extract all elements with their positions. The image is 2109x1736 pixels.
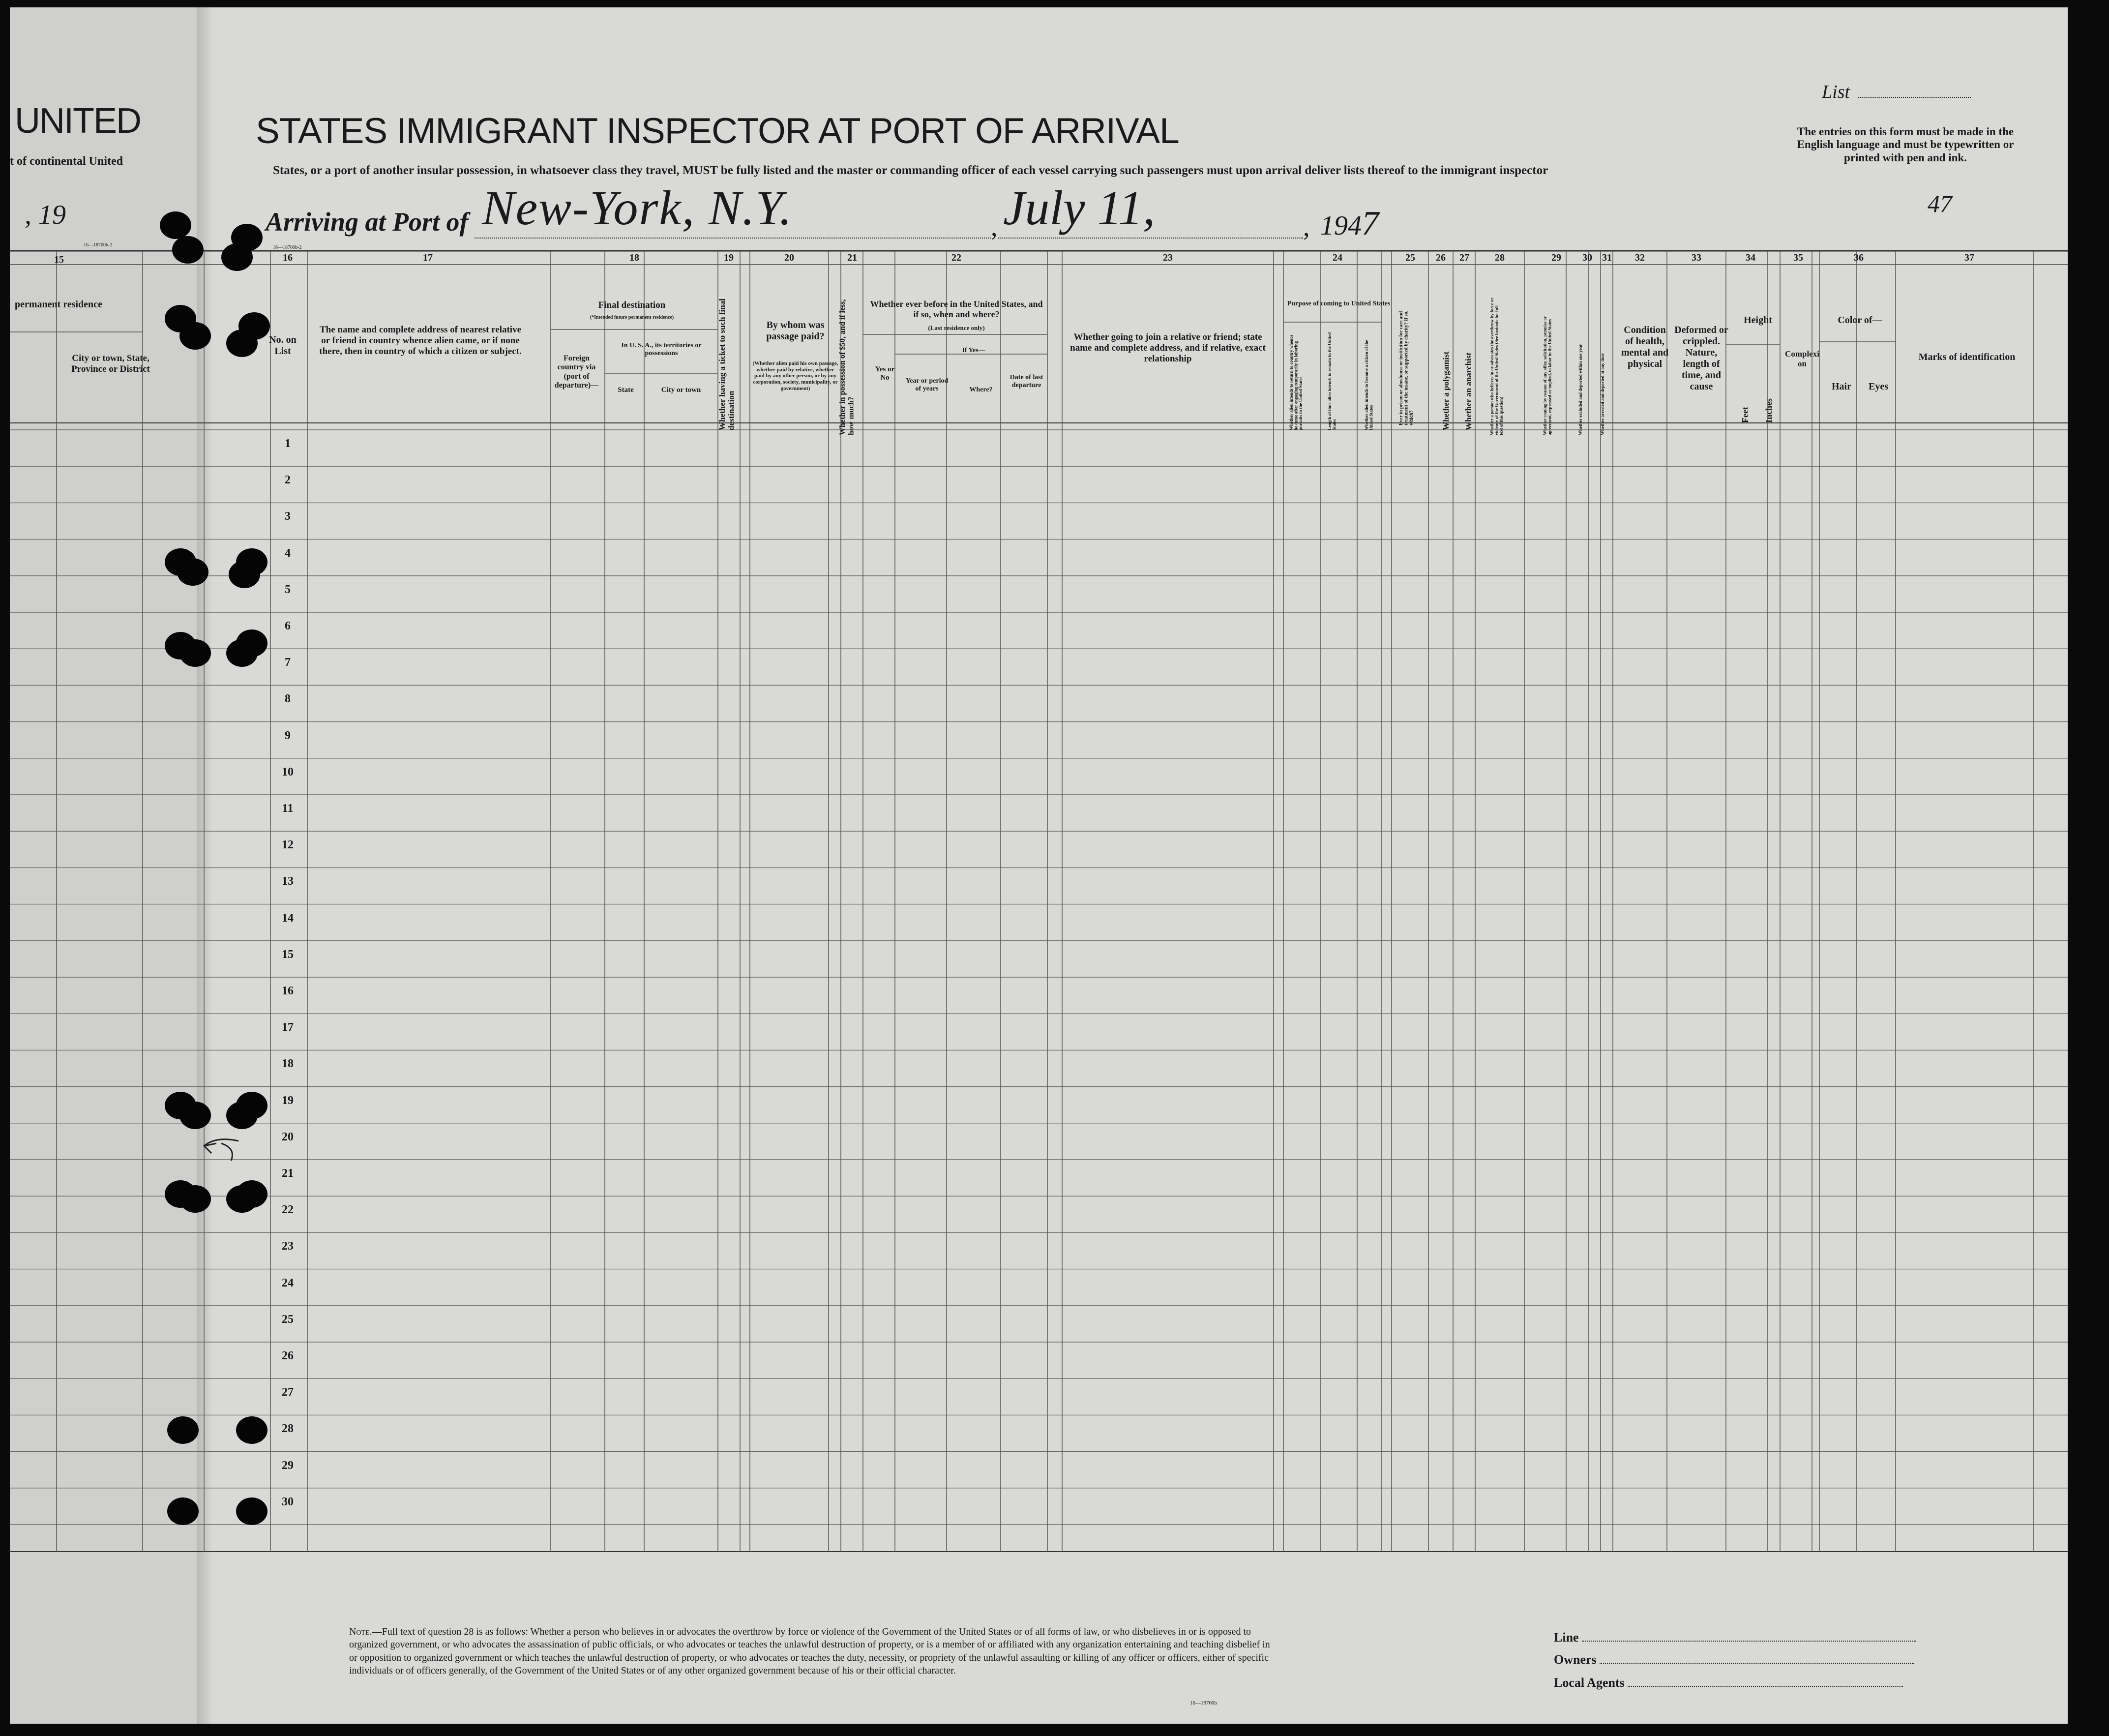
col24-header: Purpose of coming to United States bbox=[1287, 300, 1391, 307]
column-number-16: 16 bbox=[283, 252, 293, 263]
column-number-21: 21 bbox=[847, 252, 857, 263]
row-number: 2 bbox=[285, 474, 291, 487]
row-number: 18 bbox=[282, 1057, 294, 1071]
column-number-24: 24 bbox=[1333, 252, 1342, 263]
line-field bbox=[1554, 1630, 1916, 1645]
row-number: 12 bbox=[282, 838, 294, 852]
agents-field bbox=[1554, 1676, 1903, 1690]
row-number: 28 bbox=[282, 1422, 294, 1436]
footnote bbox=[349, 1625, 1274, 1677]
punch-hole bbox=[160, 211, 191, 239]
punch-hole bbox=[167, 1497, 199, 1525]
row-number: 1 bbox=[285, 437, 291, 450]
agents-label: Local Agents bbox=[1554, 1676, 1625, 1690]
punch-hole bbox=[226, 329, 258, 357]
col18-sub-state: State bbox=[618, 386, 634, 394]
date-handwritten: July 11, bbox=[1003, 180, 1156, 235]
punch-hole bbox=[236, 1416, 267, 1444]
col15-number: 15 bbox=[54, 254, 64, 265]
year-handwritten: 7 bbox=[1362, 205, 1379, 242]
punch-hole bbox=[179, 639, 211, 667]
row-number: 4 bbox=[285, 546, 291, 560]
col24-sub-citizen: Whether alien intends to become a citizen of the United States bbox=[1364, 340, 1374, 430]
column-number-32: 32 bbox=[1635, 252, 1645, 263]
punch-hole bbox=[172, 236, 204, 264]
header-form-code: 16—18700b-2 bbox=[273, 245, 302, 250]
comma-2: , bbox=[1303, 212, 1310, 241]
column-number-36: 36 bbox=[1854, 252, 1864, 263]
year-printed bbox=[1320, 204, 1379, 243]
column-number-30: 30 bbox=[1582, 252, 1592, 263]
col34-sub-inches: Inches bbox=[1764, 398, 1774, 423]
col16-header: No. on List bbox=[269, 334, 297, 357]
punch-hole bbox=[179, 1102, 211, 1129]
col33-header: Deformed or crippled. Nature, length of time, and cause bbox=[1674, 325, 1728, 392]
footnote-form-code: 16—18700b bbox=[1190, 1700, 1217, 1706]
manifest-sheet bbox=[10, 7, 2068, 1724]
punch-hole bbox=[177, 558, 208, 586]
row-number: 9 bbox=[285, 729, 291, 742]
col18-sub-city: City or town bbox=[661, 386, 701, 394]
col28-header: Whether a person who believes in or advocates the overthrow by force or violence of the Government of the United States (See footnote for full text of this question) bbox=[1489, 298, 1504, 435]
port-line bbox=[475, 238, 991, 239]
column-number-22: 22 bbox=[951, 252, 961, 263]
row-number: 5 bbox=[285, 583, 291, 596]
comma-1: , bbox=[991, 212, 998, 241]
col18-sub-foreign: Foreign country via (port of departure)— bbox=[554, 354, 599, 390]
date-line bbox=[998, 238, 1303, 239]
col31-header: Whether arrested and deported at any time bbox=[1600, 353, 1605, 435]
line-label: Line bbox=[1554, 1630, 1579, 1645]
left-year-fragment: , 19 bbox=[25, 200, 66, 230]
list-label-text: List bbox=[1822, 82, 1850, 102]
row-number: 21 bbox=[282, 1167, 294, 1180]
col22-sub-ifyes: If Yes— bbox=[962, 347, 985, 354]
row-number: 10 bbox=[282, 765, 294, 778]
punch-hole bbox=[179, 322, 211, 350]
list-label bbox=[1822, 81, 1971, 103]
row-number: 30 bbox=[282, 1495, 294, 1508]
col18-header: Final destination bbox=[598, 300, 666, 310]
row-number: 22 bbox=[282, 1203, 294, 1217]
col19-header: Whether having a ticket to such final destination bbox=[717, 299, 736, 430]
arrow-mark bbox=[197, 1134, 246, 1173]
col22-sub-year: Year or period of years bbox=[905, 377, 949, 393]
punch-hole bbox=[236, 1497, 267, 1525]
column-number-37: 37 bbox=[1964, 252, 1974, 263]
col26-header: Whether a polygamist bbox=[1441, 351, 1451, 430]
column-number-33: 33 bbox=[1692, 252, 1701, 263]
col27-header: Whether an anarchist bbox=[1464, 352, 1473, 430]
col36-sub-hair: Hair bbox=[1832, 381, 1851, 392]
row-number: 8 bbox=[285, 692, 291, 706]
row-number: 13 bbox=[282, 875, 294, 888]
col15-header: permanent residence bbox=[15, 299, 102, 310]
left-subtitle-fragment: t of continental United bbox=[10, 155, 123, 168]
col25-header: Ever in prison or almshouse or institution for care and treatment of the insane, or supported by charity? If so, which? bbox=[1398, 310, 1414, 425]
col36-header: Color of— bbox=[1838, 315, 1882, 326]
col22-sub-where: Where? bbox=[969, 386, 993, 393]
owners-label: Owners bbox=[1554, 1652, 1597, 1667]
column-number-25: 25 bbox=[1405, 252, 1415, 263]
col22-sub-date: Date of last departure bbox=[1010, 374, 1043, 389]
row-number: 3 bbox=[285, 510, 291, 523]
row-number: 29 bbox=[282, 1459, 294, 1472]
col32-header: Condition of health, mental and physical bbox=[1621, 325, 1669, 369]
col15-subheader: City or town, State, Province or District bbox=[71, 353, 150, 374]
row-number: 19 bbox=[282, 1094, 294, 1107]
punch-hole bbox=[179, 1185, 211, 1213]
row-number: 6 bbox=[285, 620, 291, 632]
line-blank bbox=[1582, 1641, 1916, 1642]
col22-sub-yesno: Yes or No bbox=[875, 365, 895, 382]
column-number-23: 23 bbox=[1163, 252, 1173, 263]
column-number-31: 31 bbox=[1602, 252, 1612, 263]
column-number-18: 18 bbox=[629, 252, 639, 263]
col37-header: Marks of identification bbox=[1918, 352, 2016, 362]
col36-sub-eyes: Eyes bbox=[1869, 381, 1888, 392]
column-number-28: 28 bbox=[1495, 252, 1505, 263]
row-number: 14 bbox=[282, 911, 294, 925]
english-instruction: The entries on this form must be made in the English language and must be typewritten or printed with pen and ink. bbox=[1797, 125, 2014, 164]
column-number-29: 29 bbox=[1551, 252, 1561, 263]
column-number-26: 26 bbox=[1436, 252, 1446, 263]
col18-sub-usa: In U. S. A., its territories or possessions bbox=[621, 342, 702, 358]
punch-hole bbox=[221, 243, 253, 271]
row-number: 16 bbox=[282, 985, 294, 997]
page-subtitle: States, or a port of another insular possession, in whatsoever class they travel, MUST be fully listed and the master or commanding officer of each vessel carrying such passengers must upon arrival deliver lists thereof to the immigrant inspector bbox=[273, 164, 1548, 177]
column-number-20: 20 bbox=[784, 252, 794, 263]
column-number-35: 35 bbox=[1793, 252, 1803, 263]
row-number: 17 bbox=[282, 1021, 294, 1034]
col34-sub-feet: Feet bbox=[1740, 407, 1750, 423]
ruled-grid bbox=[10, 7, 2068, 1724]
col29-header: Whether coming by reason of any offer, solicitation, promise or agreement, expressed or implied, to labor in the United States bbox=[1543, 316, 1552, 435]
page-title: STATES IMMIGRANT INSPECTOR AT PORT OF ARRIVAL bbox=[256, 111, 1179, 151]
col23-header: Whether going to join a relative or friend; state name and complete address, and if relative, exact relationship bbox=[1070, 332, 1266, 364]
col18-note: (*Intended future permanent residence) bbox=[590, 315, 674, 320]
row-number: 24 bbox=[282, 1276, 294, 1289]
row-number: 11 bbox=[282, 802, 294, 815]
punch-hole bbox=[226, 1185, 258, 1213]
col20-note: (Whether alien paid his own passage, whether paid by relative, whether paid by any other person, or by any corporation, society, municipality, or government) bbox=[752, 360, 838, 391]
footnote-lead: Note. bbox=[349, 1626, 372, 1637]
page-number-handwritten: 47 bbox=[1928, 190, 1952, 217]
row-number: 25 bbox=[282, 1313, 294, 1326]
agents-blank bbox=[1628, 1686, 1903, 1687]
footnote-text: —Full text of question 28 is as follows: Whether a person who believes in or advocates the overthrow by force or violence of the Government of the United States or of all forms of law, or who disbelieves in or is opposed to organized government, or who advocates the assassination of public officials, or who advocates or teaches the unlawful destruction of property, or is a member of or affiliated with any organization entertaining and teaching disbelief in or opposition to organized government or which teaches the unlawful destruction of property, or who advocates or teaches the duty, necessity, or propriety of the unlawful assaulting or killing of any officer or officers, either of specific individuals or of officers generally, of the Government of the United States or of any other organized government because of his or their official character. bbox=[349, 1626, 1270, 1676]
row-number: 15 bbox=[282, 948, 294, 961]
column-number-27: 27 bbox=[1459, 252, 1469, 263]
row-number: 27 bbox=[282, 1386, 294, 1399]
col24-sub-length: Length of time alien intends to remain in the United States bbox=[1327, 332, 1337, 430]
left-title-fragment: UNITED bbox=[15, 101, 141, 141]
column-number-34: 34 bbox=[1746, 252, 1755, 263]
column-number-17: 17 bbox=[423, 252, 433, 263]
port-handwritten: New-York, N.Y. bbox=[482, 180, 793, 235]
row-number: 26 bbox=[282, 1349, 294, 1362]
col20-header: By whom was passage paid? bbox=[766, 320, 825, 342]
col22-note: (Last residence only) bbox=[928, 324, 985, 331]
col22-header: Whether ever before in the United States, and if so, when and where? bbox=[870, 299, 1043, 319]
col35-header: Complexion bbox=[1785, 349, 1819, 368]
row-number: 20 bbox=[282, 1130, 294, 1143]
column-number-19: 19 bbox=[724, 252, 734, 263]
col17-header: The name and complete address of nearest relative or friend in country whence alien came, or if none there, then in country of which a citizen or subject. bbox=[319, 325, 522, 357]
col34-header: Height bbox=[1744, 315, 1772, 326]
arriving-label: Arriving at Port of bbox=[266, 207, 469, 237]
row-number: 7 bbox=[285, 656, 291, 669]
punch-hole bbox=[167, 1416, 199, 1444]
punch-hole bbox=[229, 561, 260, 588]
col21-header: Whether in possession of $50, and if less, how much? bbox=[838, 299, 856, 435]
punch-hole bbox=[226, 639, 258, 667]
list-number-line bbox=[1858, 97, 1971, 98]
punch-hole bbox=[226, 1102, 258, 1129]
row-number: 23 bbox=[282, 1240, 294, 1253]
year-printed-text: 194 bbox=[1320, 210, 1362, 241]
left-form-code: 16—18700b-2 bbox=[84, 242, 113, 248]
col30-header: Whether excluded and deported within one year bbox=[1578, 344, 1583, 435]
owners-blank bbox=[1600, 1663, 1914, 1664]
col24-sub-return: Whether alien intends to return to country whence he came after engaging temporarily in laboring pursuits in the United States bbox=[1289, 334, 1303, 430]
owners-field bbox=[1554, 1652, 1914, 1667]
